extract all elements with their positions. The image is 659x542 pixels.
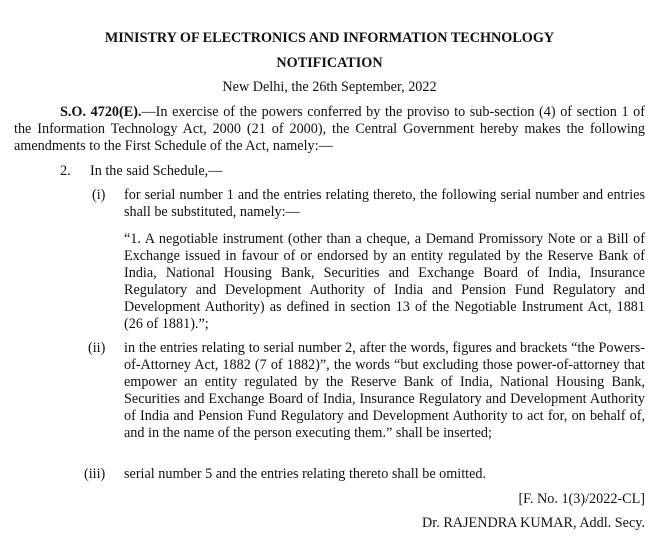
item-ii-text: in the entries relating to serial number 2, after the words, figures and brackets “the Powers-of-Attorney Act, 1882 (7 of 1882)”, the words “but excluding those power-of-attorney that empower an entity regulated by the Reserve Bank of India, National Housing Bank, Securities and Exchange Board of India, Insurance Regulatory and Development Authority of India and Pension Fund Regulatory and Development Authority to act for, on behalf of, and in the name of the person executing them.” shall be inserted; — [124, 340, 645, 441]
order-number: S.O. 4720(E). — [60, 104, 142, 120]
item-iii-label: (iii) — [84, 466, 106, 482]
signatory: Dr. RAJENDRA KUMAR, Addl. Secy. — [422, 515, 645, 531]
paragraph-2-number: 2. — [60, 163, 71, 179]
intro-text: —In exercise of the powers conferred by the proviso to sub-section (4) of section 1 of the Information Technology Act, 2000 (21 of 2000), the Central Government hereby makes the following amendments to the First Schedule of the Act, namely:— — [14, 104, 645, 154]
item-iii-text: serial number 5 and the entries relating thereto shall be omitted. — [124, 466, 487, 482]
ministry-heading: MINISTRY OF ELECTRONICS AND INFORMATION TECHNOLOGY — [104, 30, 555, 46]
place-date-line: New Delhi, the 26th September, 2022 — [222, 79, 437, 95]
item-ii-label: (ii) — [88, 340, 106, 356]
intro-paragraph — [14, 104, 645, 155]
item-i-quoted-entry: “1. A negotiable instrument (other than a cheque, a Demand Promissory Note or a Bill of Exchange issued in favour of or endorsed by an entity regulated by the Reserve Bank of India, National Housing Bank, Securities and Exchange Board of India, Insurance Regulatory and Development Authority of India and Pension Fund Regulatory and Development Authority) as defined in section 13 of the Negotiable Instrument Act, 1881 (26 of 1881).”; — [124, 231, 645, 332]
paragraph-2-text: In the said Schedule,— — [90, 163, 223, 179]
item-i-text: for serial number 1 and the entries relating thereto, the following serial number and entries shall be substituted, namely:— — [124, 187, 645, 220]
item-i-label: (i) — [92, 187, 106, 203]
notification-title: NOTIFICATION — [276, 55, 383, 71]
file-number: [F. No. 1(3)/2022-CL] — [518, 491, 645, 507]
